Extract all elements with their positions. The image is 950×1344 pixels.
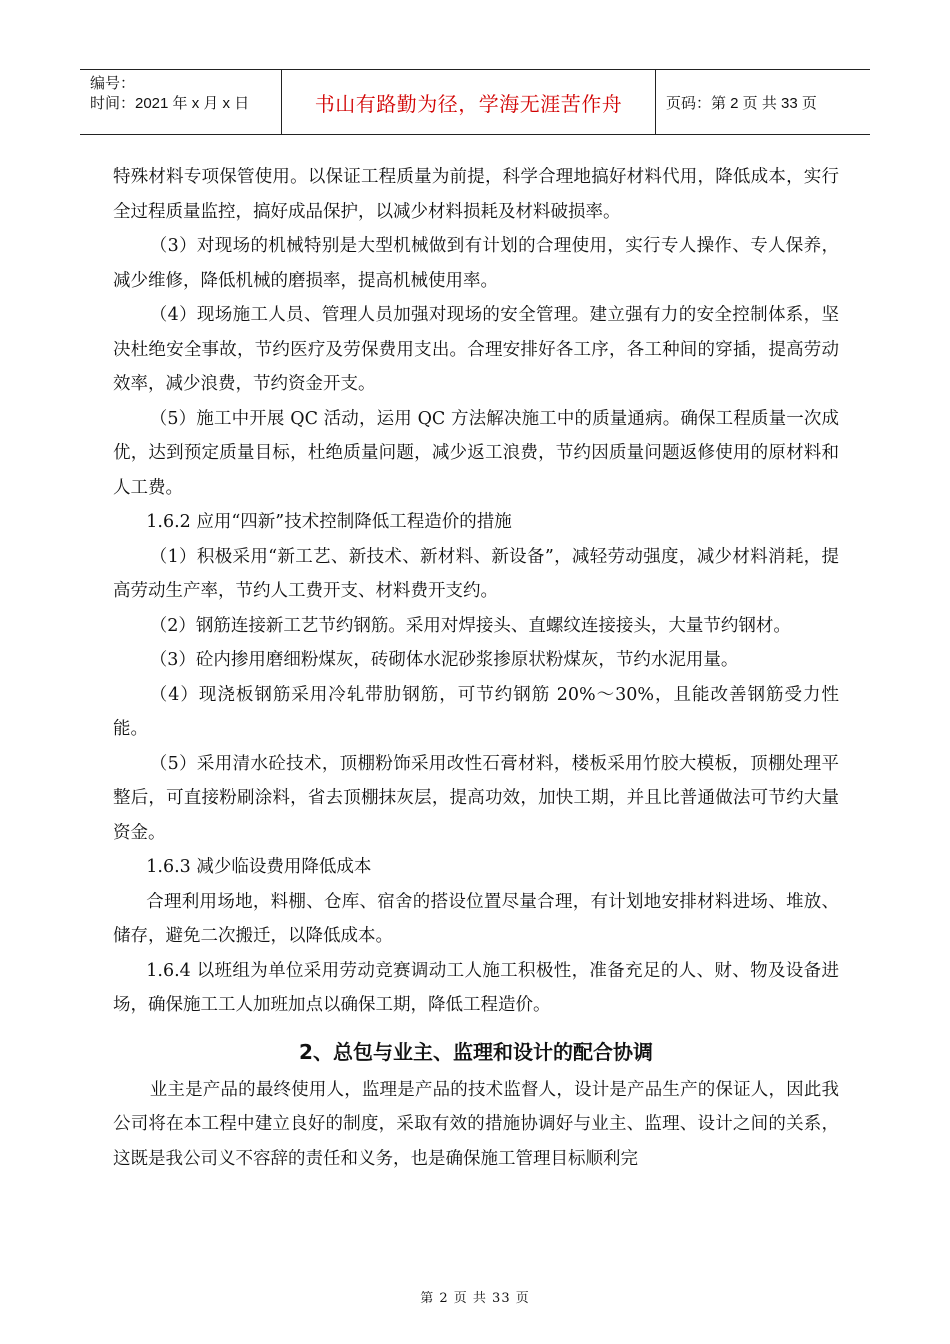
paragraph: （2）钢筋连接新工艺节约钢筋。采用对焊接头、直螺纹连接接头，大量节约钢材。 [149,615,791,636]
paragraph: 特殊材料专项保管使用。以保证工程质量为前提，科学合理地搞好材料代用，降低成本，实行全过程质量监控，搞好成品保护，以减少材料损耗及材料破损率。 [113,167,839,222]
header-motto: 书山有路勤为径，学海无涯苦作舟 [282,70,656,134]
paragraph: （3）砼内掺用磨细粉煤灰，砖砌体水泥砂浆掺原状粉煤灰，节约水泥用量。 [149,650,739,670]
paragraph: 1.6.4 以班组为单位采用劳动竞赛调动工人施工积极性，准备充足的人、财、物及设备进场，确保施工工人加班加点以确保工期，降低工程造价。 [113,960,839,1015]
paragraph: （5）施工中开展 QC 活动，运用 QC 方法解决施工中的质量通病。确保工程质量一次成优，达到预定质量目标，杜绝质量问题，减少返工浪费，节约因质量问题返修使用的原材料和人工费。 [113,408,839,498]
subsection-heading: 1.6.2 应用“四新”技术控制降低工程造价的措施 [146,512,512,532]
header-meta [80,70,282,134]
paragraph: 合理利用场地，料棚、仓库、宿舍的搭设位置尽量合理，有计划地安排材料进场、堆放、储存，避免二次搬迁，以降低成本。 [113,891,839,946]
header-page-info: 页码：第 2 页 共 33 页 [666,94,817,112]
document-number-label: 编号： [90,75,136,92]
paragraph: （4）现浇板钢筋采用冷轧带肋钢筋，可节约钢筋 20%～30%，且能改善钢筋受力性能。 [113,684,839,739]
subsection-heading: 1.6.3 减少临设费用降低成本 [146,857,372,877]
paragraph: 业主是产品的最终使用人，监理是产品的技术监督人，设计是产品生产的保证人，因此我公司将在本工程中建立良好的制度，采取有效的措施协调好与业主、监理、设计之间的关系，这既是我公司义不容辞的责任和义务，也是确保施工管理目标顺利完 [113,1079,839,1169]
page-header [80,69,870,135]
document-date: 时间：2021 年 x 月 x 日 [90,95,250,112]
page-footer: 第 2 页 共 33 页 [420,1291,530,1306]
section-title: 2、总包与业主、监理和设计的配合协调 [299,1039,653,1064]
paragraph: （5）采用清水砼技术，顶棚粉饰采用改性石膏材料，楼板采用竹胶大模板，顶棚处理平整后，可直接粉刷涂料，省去顶棚抹灰层，提高功效，加快工期，并且比普通做法可节约大量资金。 [113,753,839,843]
paragraph: （3）对现场的机械特别是大型机械做到有计划的合理使用，实行专人操作、专人保养，减少维修，降低机械的磨损率，提高机械使用率。 [113,236,839,291]
paragraph: （1）积极采用“新工艺、新技术、新材料、新设备”，减轻劳动强度，减少材料消耗，提高劳动生产率，节约人工费开支、材料费开支约。 [113,546,839,601]
paragraph: （4）现场施工人员、管理人员加强对现场的安全管理。建立强有力的安全控制体系，坚决杜绝安全事故，节约医疗及劳保费用支出。合理安排好各工序，各工种间的穿插，提高劳动效率，减少浪费，节约资金开支。 [113,305,839,394]
document-body [113,160,839,1176]
